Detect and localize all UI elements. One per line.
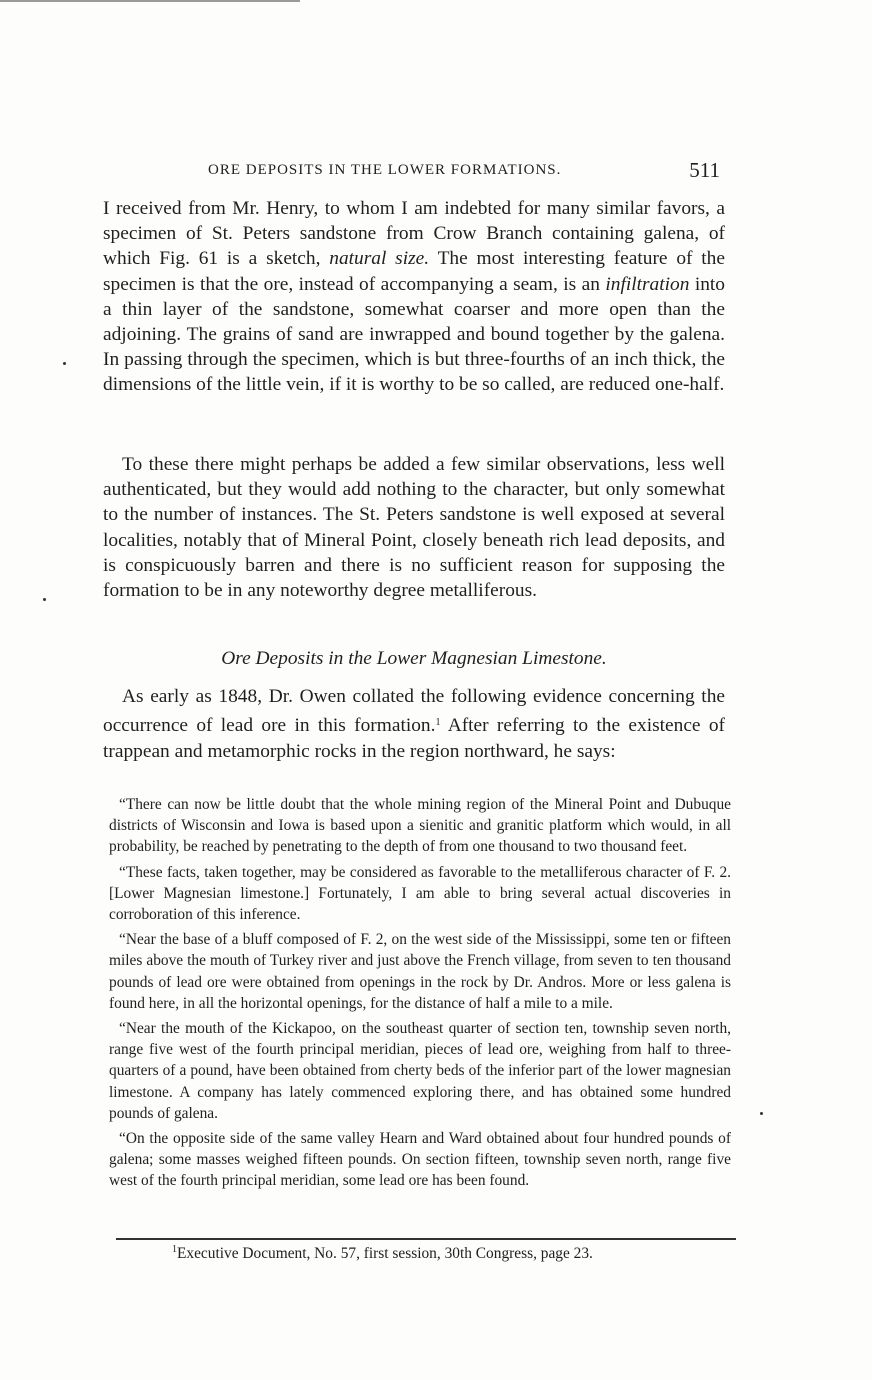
footnote-rule [116, 1238, 736, 1240]
paragraph-text: I received from Mr. Henry, to whom I am indebted for many similar favors, a specimen of St. Peters sandstone from Crow Branch containing galena, of which Fig. 61 is a sketch, [103, 198, 725, 270]
quote-paragraph: “These facts, taken together, may be considered as favorable to the metalliferous character of F. 2. [Lower Magnesian limestone.] Fortunately, I am able to bring several actual discoveries in corroboration of this inference. [109, 863, 731, 924]
quote-paragraph: “There can now be little doubt that the whole mining region of the Mineral Point and Dubuque districts of Wisconsin and Iowa is based upon a sienitic and granitic platform which would, in all probability, be reached by penetrating to the depth of from one thousand to two thousand feet. [109, 796, 731, 856]
running-head [160, 160, 740, 186]
ink-speck [43, 598, 46, 601]
footnote-reference: 1 [435, 717, 441, 728]
paragraph-text: into a thin layer of the sandstone, somewhat coarser and more open than the adjoining. The grains of sand are inwrapped and bound together by the galena. In passing through the specimen, which is but three-fourths of an inch thick, the dimensions of the little vein, if it is worthy to be so called, are reduced one-half. [103, 273, 725, 396]
running-title: ORE DEPOSITS IN THE LOWER FORMATIONS. [208, 162, 562, 178]
page-number: 511 [689, 158, 720, 182]
paragraph-similar-observations: To these there might perhaps be added a few similar observations, less well authenticated, but they would add nothing to the character, but only somewhat to the number of instances. The St. Peters sandstone is well exposed at several localities, notably that of Mineral Point, closely beneath rich lead deposits, and is conspicuously barren and there is no sufficient reason for supposing the formation to be in any noteworthy degree metalliferous. [103, 454, 725, 602]
section-heading: Ore Deposits in the Lower Magnesian Limestone. [221, 648, 607, 669]
paragraph-text: After referring to the existence of trappean and metamorphic rocks in the region northward, he says: [103, 715, 725, 762]
ink-speck [63, 362, 66, 365]
block-quotes [109, 794, 731, 1196]
italic-infiltration: infiltration [605, 273, 690, 295]
top-edge-rule [0, 0, 300, 2]
paragraph-owen-evidence [103, 684, 725, 765]
ink-speck [760, 1112, 763, 1115]
paragraph-text: The most interesting feature of the specimen is that the ore, instead of accompanying a seam, is an [103, 248, 725, 295]
footnote-marker: 1 [172, 1244, 177, 1255]
paragraph-henry-specimen [103, 196, 725, 398]
quote-paragraph: “On the opposite side of the same valley Hearn and Ward obtained about four hundred pounds of galena; some masses weighed fifteen pounds. On section fifteen, township seven north, range five west of the fourth principal meridian, some lead ore has been found. [109, 1130, 731, 1190]
paragraph-text: As early as 1848, Dr. Owen collated the following evidence concerning the occurrence of lead ore in this formation. [103, 686, 725, 736]
quote-paragraph: “Near the base of a bluff composed of F. 2, on the west side of the Mississippi, some ten or fifteen miles above the mouth of Turkey river and just above the French village, from seven to ten thousand pounds of lead ore were obtained from openings in the rock by Dr. Andros. More or less galena is found here, in all the horizontal openings, for the distance of half a mile to a mile. [109, 931, 731, 1012]
footnote-text: Executive Document, No. 57, first session, 30th Congress, page 23. [177, 1245, 593, 1262]
quote-paragraph: “Near the mouth of the Kickapoo, on the southeast quarter of section ten, township seven north, range five west of the fourth principal meridian, pieces of lead ore, weighing from half to three-quarters of a pound, have been obtained from cherty beds of the inferior part of the lower magnesian limestone. A company has lately commenced exploring there, and has obtained some hundred pounds of galena. [109, 1020, 731, 1122]
italic-natural-size: natural size. [329, 248, 430, 270]
footnote [172, 1244, 732, 1263]
